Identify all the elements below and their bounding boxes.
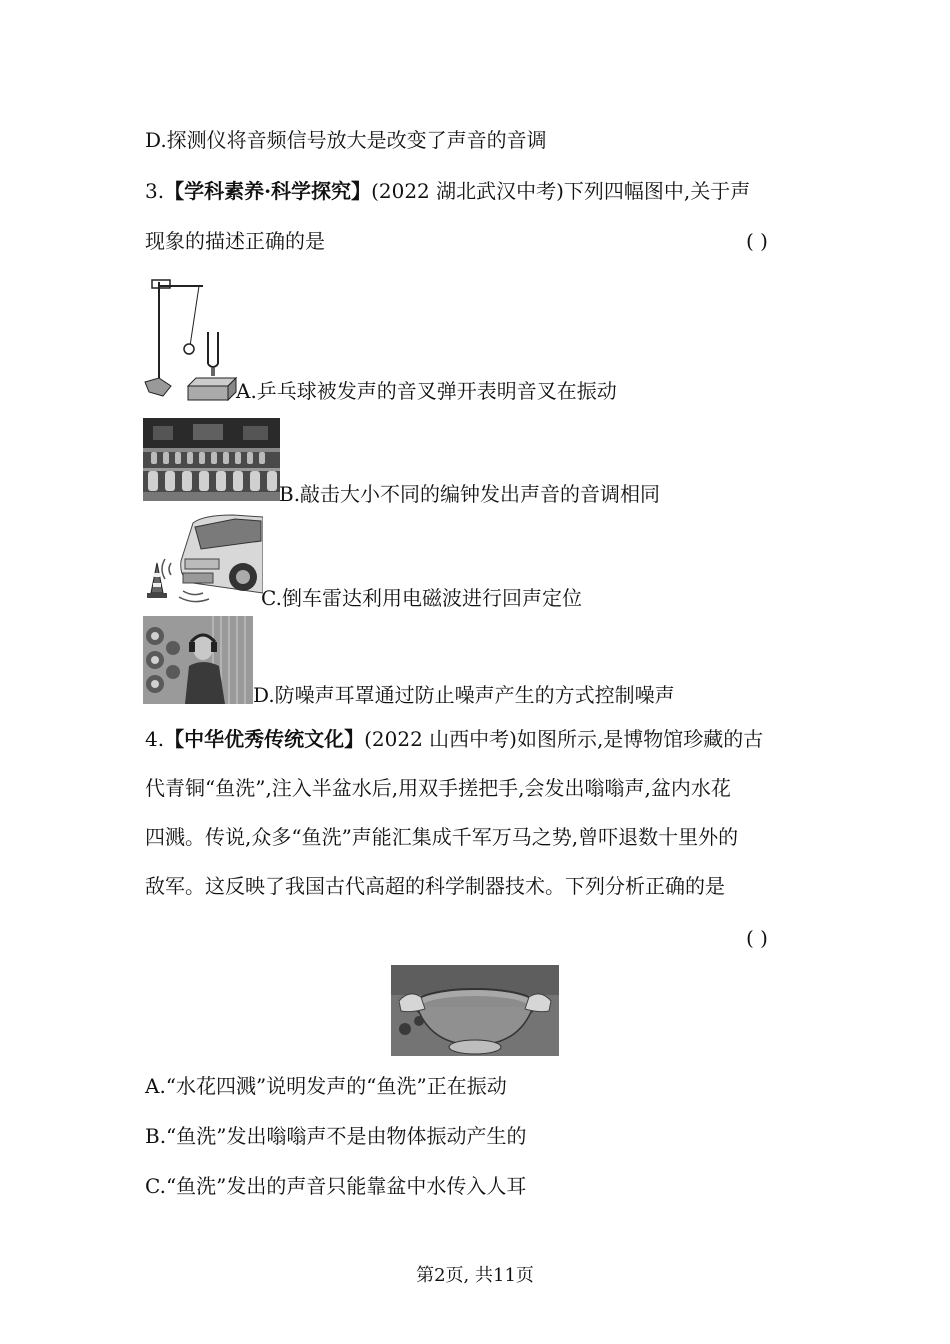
q3-answer-paren: ( ): [746, 229, 768, 253]
earmuff-worker-photo: [143, 616, 253, 704]
q2-option-d: D.探测仪将音频信号放大是改变了声音的音调: [145, 128, 547, 152]
page-footer: 第2页, 共11页: [416, 1265, 534, 1286]
bronze-fish-basin-photo: [391, 965, 559, 1056]
q3-number: 3.: [145, 179, 165, 203]
q3-tag: 【学科素养·科学探究】: [164, 179, 372, 203]
q4-option-b: B.“鱼洗”发出嗡嗡声不是由物体振动产生的: [145, 1124, 527, 1148]
q4-number: 4.: [145, 727, 165, 751]
q3-stem-part1: (2022 湖北武汉中考)下列四幅图中,关于声: [371, 179, 751, 203]
q4-option-c: C.“鱼洗”发出的声音只能靠盆中水传入人耳: [145, 1174, 527, 1198]
q4-option-a: A.“水花四溅”说明发声的“鱼洗”正在振动: [145, 1074, 507, 1098]
q3-stem-line2: 现象的描述正确的是: [145, 229, 325, 253]
chime-bells-photo: [143, 418, 280, 501]
q4-stem-line2: 代青铜“鱼洗”,注入半盆水后,用双手搓把手,会发出嗡嗡声,盆内水花: [145, 776, 731, 800]
q4-answer-paren: ( ): [746, 926, 768, 950]
reverse-radar-figure: [143, 513, 263, 605]
q4-stem-part1: (2022 山西中考)如图所示,是博物馆珍藏的古: [364, 727, 764, 751]
q4-stem-line3: 四溅。传说,众多“鱼洗”声能汇集成千军万马之势,曾吓退数十里外的: [145, 825, 739, 849]
q3-option-b: B.敲击大小不同的编钟发出声音的音调相同: [279, 482, 661, 506]
q3-option-c: C.倒车雷达利用电磁波进行回声定位: [261, 586, 582, 610]
q3-option-a: A.乒乓球被发声的音叉弹开表明音叉在振动: [236, 379, 617, 403]
q3-stem-line1: [145, 179, 750, 203]
q3-option-d: D.防噪声耳罩通过防止噪声产生的方式控制噪声: [253, 683, 675, 707]
tuning-fork-figure: [143, 274, 238, 402]
q4-tag: 【中华优秀传统文化】: [164, 727, 365, 751]
q4-stem-line1: [145, 727, 763, 751]
q4-stem-line4: 敌军。这反映了我国古代高超的科学制器技术。下列分析正确的是: [145, 874, 725, 898]
